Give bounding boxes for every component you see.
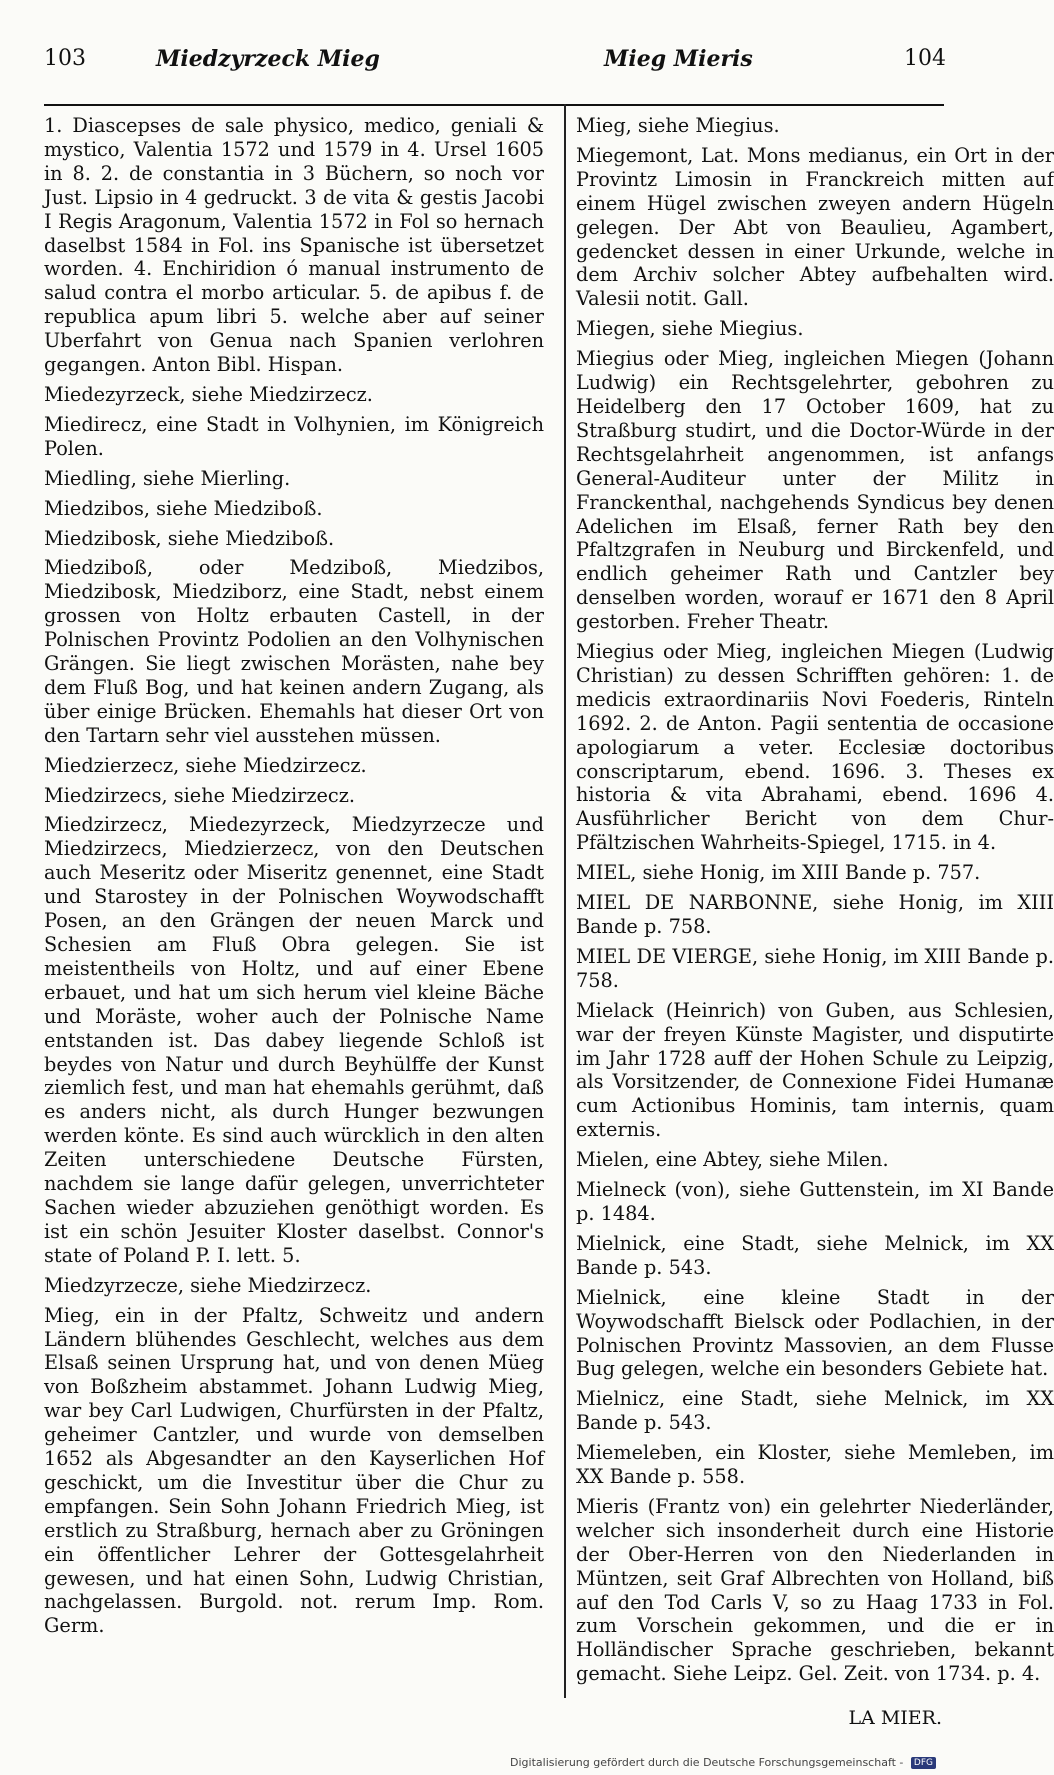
- column-divider: [564, 104, 566, 1698]
- entry-text: Miedzibosk, siehe Miedziboß.: [44, 526, 335, 550]
- entry-text: Mielnicz, eine Stadt, siehe Melnick, im XX Bande p. 543.: [576, 1387, 1054, 1435]
- entry-text: Miedling, siehe Mierling.: [44, 466, 291, 490]
- entry-text: Mielen, eine Abtey, siehe Milen.: [576, 1148, 889, 1172]
- entry-text: MIEL DE NARBONNE, siehe Honig, im XIII Bande p. 758.: [576, 891, 1054, 938]
- entry-text: 1. Diascepses de sale physico, medico, geniali & mystico, Valentia 1572 und 1579 in 4. Ursel 1605 in 8. 2. de constantia in 3 Büchern, so noch vor Just. Lipsio in 4 gedruckt. 3 de vita & gestis Jacobi I Regis Aragonum, Valentia 1572 in Fol so hernach daselbst 1584 in Fol. ins Spanische ist übersetzet worden. 4. Enchiridion ó manual instrumento de salud contra el morbo articular. 5. de apibus f. de republica apum libri 5. welche aber auf seiner Uberfahrt von Genua nach Spanien verlohren gegangen. Anton Bibl. Hispan.: [44, 114, 544, 377]
- entry-text: Miedzierzecz, siehe Miedzirzecz.: [44, 753, 367, 777]
- entry-text: Miedzirzecs, siehe Miedzirzecz.: [44, 783, 356, 807]
- entry-text: Mieg, ein in der Pfaltz, Schweitz und andern Ländern blühendes Geschlecht, welches aus dem Elsaß seinen Ursprung hat, und von denen Müeg von Boßzheim abstammet. Johann Ludwig Mieg, war bey Carl Ludwigen, Churfürsten in der Pfaltz, geheimer Cantzler, und wurde von demselben 1652 als Abgesandter an den Kayserlichen Hof geschickt, um die Investitur über die Chur zu empfangen. Sein Sohn Johann Friedrich Mieg, ist erstlich zu Straßburg, hernach aber zu Gröningen ein öffentlicher Lehrer der Gottesgelahrheit gewesen, und hat einen Sohn, Ludwig Christian, nachgelassen. Burgold. not. rerum Imp. Rom. Germ.: [44, 1303, 544, 1638]
- entry-text: Mielneck (von), siehe Guttenstein, im XI Bande p. 1484.: [576, 1178, 1054, 1225]
- left-column: [44, 114, 544, 1644]
- left-page-number: 103: [44, 46, 86, 71]
- entry-text: Mieg, siehe Miegius.: [576, 114, 780, 137]
- right-page-number: 104: [904, 46, 946, 71]
- entry-text: Mielack (Heinrich) von Guben, aus Schlesien, war der freyen Künste Magister, und disputirte im Jahr 1728 auff der Hohen Schule zu Leipzig, als Vorsitzender, de Connexione Fidei Humanæ cum Actionibus Hominis, tam internis, quam externis.: [576, 998, 1054, 1142]
- entry-text: Miedzyrzecze, siehe Miedzirzecz.: [44, 1273, 372, 1297]
- header-rule: [44, 104, 944, 106]
- entry-text: Miegius oder Mieg, ingleichen Miegen (Johann Ludwig) ein Rechtsgelehrter, gebohren zu Heidelberg den 17 October 1609, hat zu Straßburg studirt, und die Doctor-Würde in der Rechtsgelahrheit angenommen, ist anfangs General-Auditeur unter der Militz in Franckenthal, nachgehends Syndicus bey denen Adelichen im Elsaß, ferner Rath bey den Pfaltzgrafen in Neuburg und Birckenfeld, und endlich geheimer Rath und Cantzler bey denselben worden, worauf er 1671 den 8 April gestorben. Freher Theatr.: [576, 347, 1054, 634]
- right-column: [576, 114, 1054, 1692]
- entry-text: Miegen, siehe Miegius.: [576, 317, 804, 341]
- entry-text: Miemeleben, ein Kloster, siehe Memleben, im XX Bande p. 558.: [576, 1441, 1054, 1489]
- dfg-logo: DFG: [911, 1757, 936, 1769]
- entry-text: Miegemont, Lat. Mons medianus, ein Ort in der Provintz Limosin in Franckreich mitten auf einem Hügel zwischen zweyen andern Hügeln gelegen. Der Abt von Beaulieu, Agambert, gedencket dessen in einer Urkunde, welche in dem Archiv solcher Abtey aufbehalten wird. Valesii notit. Gall.: [576, 143, 1054, 311]
- digitization-footer: [510, 1756, 936, 1769]
- entry-text: Mieris (Frantz von) ein gelehrter Niederländer, welcher sich insonderheit durch eine Historie der Ober-Herren von den Niederlanden in Müntzen, seit Graf Albrechten von Holland, biß auf den Tod Carls V, so zu Haag 1733 in Fol. zum Vorschein gekommen, und die er in Holländischer Sprache geschrieben, bekannt gemacht. Siehe Leipz. Gel. Zeit. von 1734. p. 4.: [576, 1494, 1054, 1686]
- entry-text: Miedziboß, oder Medziboß, Miedzibos, Miedzibosk, Miedziborz, eine Stadt, nebst einem grossen von Holtz erbauten Castell, in der Polnischen Provintz Podolien an den Volhynischen Grängen. Sie liegt zwischen Morästen, nahe bey dem Fluß Bog, und hat keinen andern Zugang, als über einige Brücken. Ehemahls hat dieser Ort von den Tartarn sehr viel ausstehen müssen.: [44, 556, 544, 747]
- right-header-keywords: Mieg Mieris: [604, 46, 753, 72]
- entry-text: Miedzirzecz, Miedezyrzeck, Miedzyrzecze und Miedzirzecs, Miedzierzecz, von den Deutschen auch Meseritz oder Miseritz genennet, eine Stadt und Starostey in der Polnischen Woywodschafft Posen, an den Grängen der neuen Marck und Schesien am Fluß Obra gelegen. Sie ist meistentheils von Holtz, und auf einer Ebene erbauet, und hat um sich herum viel kleine Bäche und Moräste, woher auch der Polnische Name entstanden ist. Das dabey liegende Schloß ist beydes von Natur und durch Beyhülffe der Kunst ziemlich fest, und man hat ehemahls gerühmt, daß es anders nicht, als durch Hunger bezwungen werden könte. Es sind auch würcklich in den alten Zeiten unterschiedene Deutsche Fürsten, nachdem sie lange dafür gelegen, unverrichteter Sachen wieder abzuziehen genöthigt worden. Es ist ein schön Jesuiter Kloster daselbst. Connor's state of Poland P. I. lett. 5.: [44, 813, 544, 1267]
- dictionary-page: [44, 38, 1054, 1728]
- entry-text: MIEL, siehe Honig, im XIII Bande p. 757.: [576, 861, 981, 885]
- entry-text: Mielnick, eine Stadt, siehe Melnick, im XX Bande p. 543.: [576, 1231, 1054, 1279]
- entry-text: Miegius oder Mieg, ingleichen Miegen (Ludwig Christian) zu dessen Schrifften gehören: 1. de medicis extraordinariis Novi Foederis, Rinteln 1692. 2. de Anton. Pagii sententia de occasione apologiarum a veter. Ecclesiæ doctoribus conscriptarum, ebend. 1696. 3. Theses ex historia & vita Abrahami, ebend. 1696 4. Ausführlicher Bericht von dem Chur-Pfältzischen Wahrheits-Spiegel, 1715. in 4.: [576, 640, 1054, 855]
- entry-text: MIEL DE VIERGE, siehe Honig, im XIII Bande p. 758.: [576, 944, 1054, 992]
- running-header: [44, 38, 944, 80]
- entry-text: Miedzibos, siehe Miedziboß.: [44, 496, 323, 520]
- entry-text: Miedezyrzeck, siehe Miedzirzecz.: [44, 382, 373, 406]
- left-header-keywords: Miedzyrzeck Mieg: [156, 46, 380, 72]
- entry-text: Miedirecz, eine Stadt in Volhynien, im Königreich Polen.: [44, 412, 544, 460]
- catchword: LA MIER.: [848, 1707, 942, 1729]
- entry-text: Mielnick, eine kleine Stadt in der Woywodschafft Bielsck oder Podlachien, in der Polnischen Provintz Massovien, an dem Flusse Bug gelegen, welche ein besonders Gebiete hat.: [576, 1285, 1054, 1381]
- footer-text: Digitalisierung gefördert durch die Deutsche Forschungsgemeinschaft -: [510, 1756, 904, 1769]
